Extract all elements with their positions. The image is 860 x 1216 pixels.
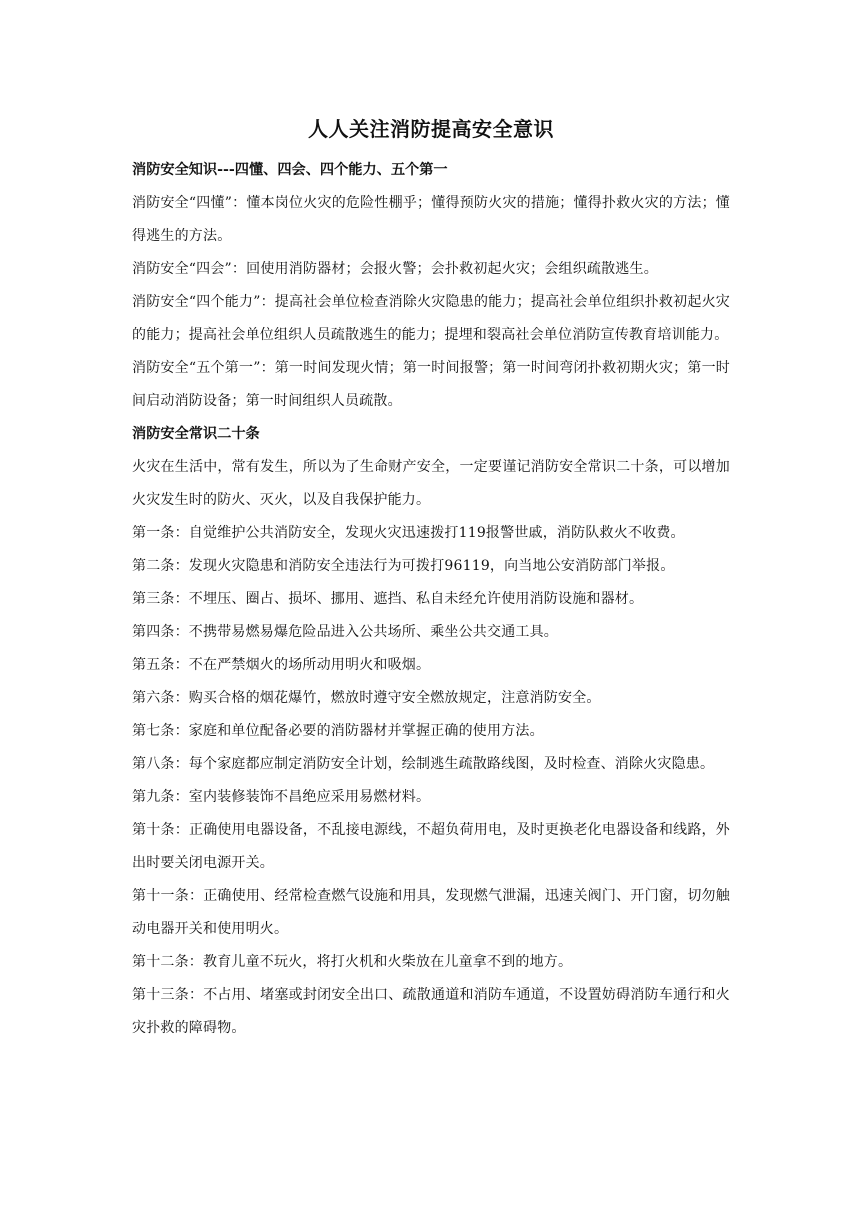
paragraph-four-abilities-skills: 消防安全“四会”：回使用消防器材；会报火警；会扑救初起火灾；会组织疏散逃生。 [132,261,658,277]
document-body [132,116,730,1045]
rule-6: 第六条：购买合格的烟花爆竹，燃放时遵守安全燃放规定，注意消防安全。 [132,690,601,706]
paragraph-five-firsts: 消防安全“五个第一”：第一时间发现火情；第一时间报警；第一时间弯闭扑救初期火灾；第一时间启动消防设备；第一时间组织人员疏散。 [132,360,730,409]
rule-9: 第九条：室内装修装饰不昌绝应采用易燃材料。 [132,789,431,805]
rule-10: 第十条：正确使用电器设备，不乱接电源线，不超负荷用电，及时更换老化电器设备和线路，外出时要关闭电源开关。 [132,822,730,871]
paragraph-four-capabilities: 消防安全“四个能力”：提高社会单位检查消除火灾隐患的能力；提高社会单位组织扑救初起火灾的能力；提高社会单位组织人员疏散逃生的能力；提埋和裂高社会单位消防宣传教育培训能力。 [132,294,730,343]
document-title: 人人关注消防提高安全意识 [308,117,554,141]
rule-4: 第四条：不携带易燃易爆危险品进入公共场所、乘坐公共交通工具。 [132,624,558,640]
section-heading-knowledge: 消防安全知识---四懂、四会、四个能力、五个第一 [132,162,448,178]
rule-12: 第十二条：教育儿童不玩火，将打火机和火柴放在儿童拿不到的地方。 [132,954,573,970]
rule-2: 第二条：发现火灾隐患和消防安全违法行为可拨打96119，向当地公安消防部门举报。 [132,558,675,574]
section-heading-twenty-rules: 消防安全常识二十条 [132,426,260,442]
rule-11: 第十一条：正确使用、经常检查燃气设施和用具，发现燃气泄漏，迅速关阀门、开门窗，切勿触动电器开关和使用明火。 [132,888,730,937]
rule-7: 第七条：家庭和单位配备必要的消防器材并掌握正确的使用方法。 [132,723,544,739]
rule-1: 第一条：自觉维护公共消防安全，发现火灾迅速拨打119报警世戚，消防队救火不收费。 [132,525,685,541]
paragraph-intro: 火灾在生活中，常有发生，所以为了生命财产安全，一定要谨记消防安全常识二十条，可以增加火灾发生时的防火、灭火，以及自我保护能力。 [132,459,730,508]
rule-8: 第八条：每个家庭都应制定消防安全计划，绘制逃生疏散路线图，及时检查、消除火灾隐患。 [132,756,715,772]
paragraph-four-understandings: 消防安全“四懂”：懂本岗位火灾的危险性棚乎；懂得预防火灾的措施；懂得扑救火灾的方法；懂得逃生的方法。 [132,195,730,244]
rule-3: 第三条：不埋压、圈占、损坏、挪用、遮挡、私自未经允许使用消防设施和器材。 [132,591,644,607]
rule-13: 第十三条：不占用、堵塞或封闭安全出口、疏散通道和消防车通道，不设置妨碍消防车通行和火灾扑救的障碍物。 [132,987,730,1036]
rule-5: 第五条：不在严禁烟火的场所动用明火和吸烟。 [132,657,431,673]
